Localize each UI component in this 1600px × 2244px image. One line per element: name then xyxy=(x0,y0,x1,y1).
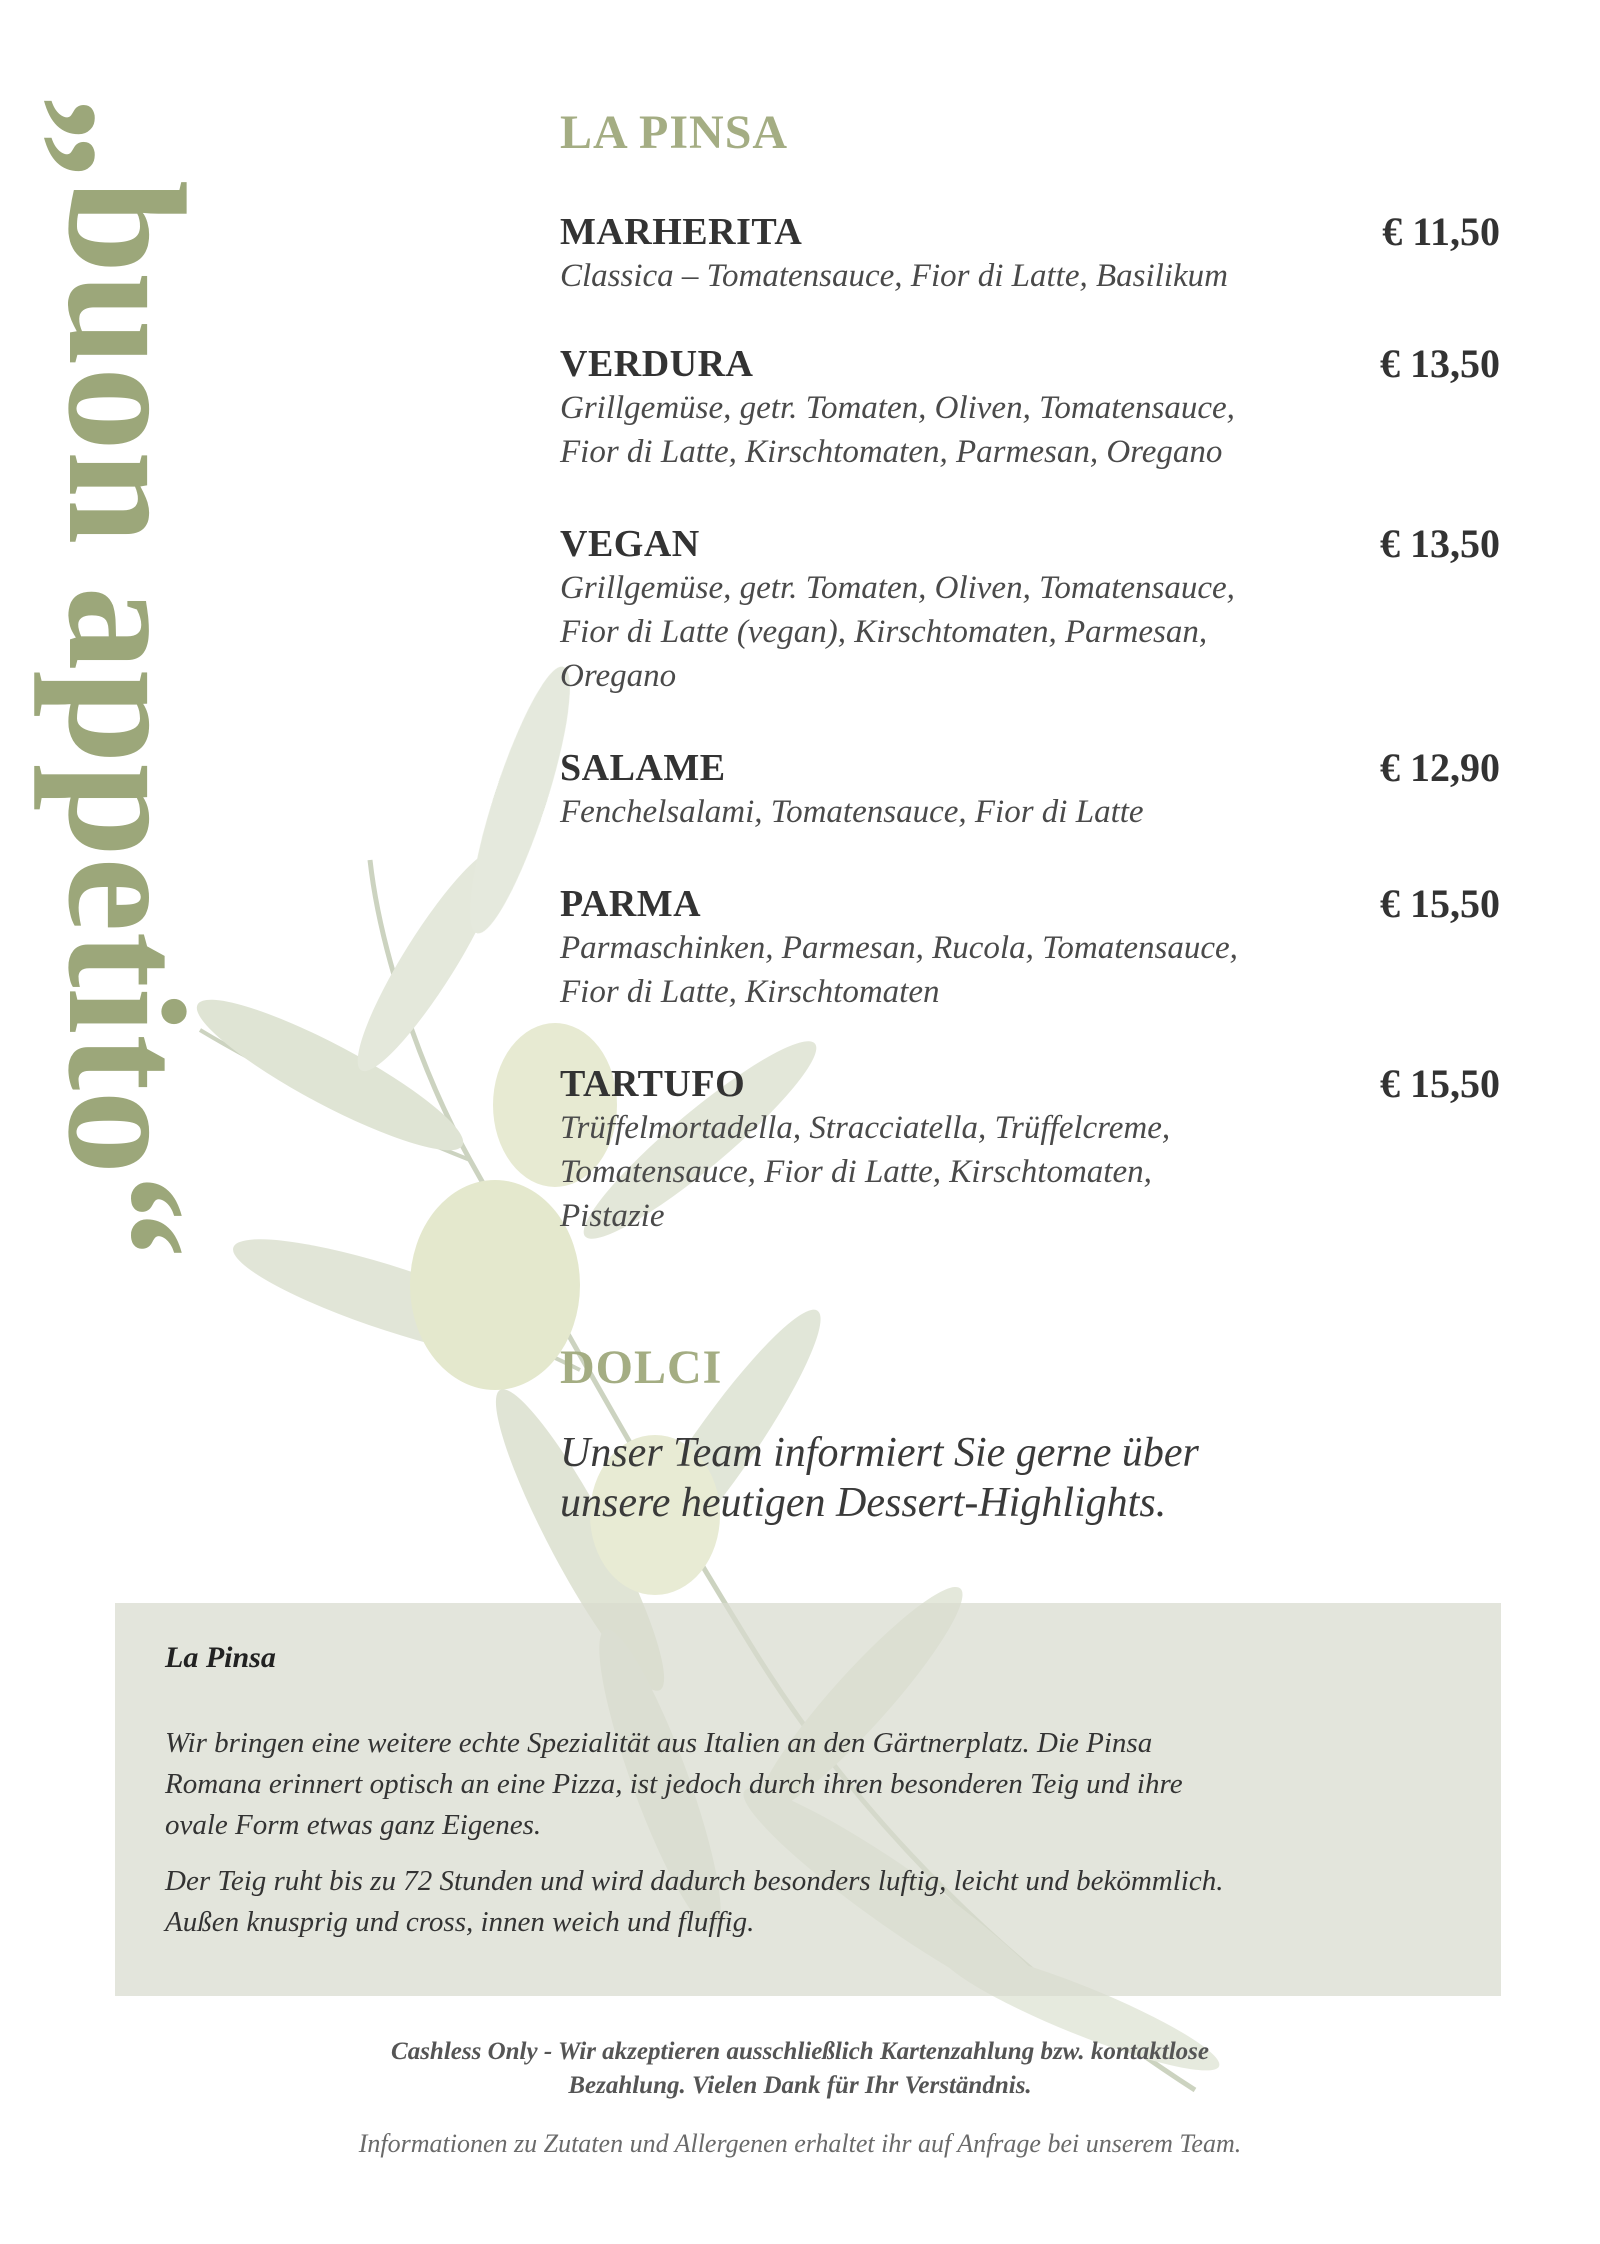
item-description: Parmaschinken, Parmesan, Rucola, Tomatensauce, Fior di Latte, Kirschtomaten xyxy=(560,930,1238,1010)
item-name: SALAME xyxy=(560,747,726,789)
item-name: VERDURA xyxy=(560,343,754,385)
item-price: € 13,50 xyxy=(1380,341,1500,386)
dolci-description: Unser Team informiert Sie gerne über unsere heutigen Dessert-Highlights. xyxy=(560,1430,1199,1526)
item-description: Classica – Tomatensauce, Fior di Latte, Basilikum xyxy=(560,258,1228,294)
item-name: PARMA xyxy=(560,883,702,925)
item-price: € 15,50 xyxy=(1380,1061,1500,1106)
item-name: TARTUFO xyxy=(560,1063,746,1105)
pinsa-menu xyxy=(560,210,1500,1238)
menu-item-vegan xyxy=(560,522,1500,698)
vertical-slogan: „buon appetito“ xyxy=(33,96,219,1259)
item-description: Grillgemüse, getr. Tomaten, Oliven, Tomatensauce, Fior di Latte, Kirschtomaten, Parmesan, Oregano xyxy=(560,390,1235,470)
menu-item-verdura xyxy=(560,342,1500,474)
pinsa-info-box xyxy=(115,1603,1501,1996)
item-price: € 13,50 xyxy=(1380,521,1500,566)
section-title-la-pinsa: LA PINSA xyxy=(560,106,789,159)
cashless-notice: Cashless Only - Wir akzeptieren ausschließlich Kartenzahlung bzw. kontaktlose Bezahlung. Vielen Dank für Ihr Verständnis. xyxy=(391,2038,1209,2099)
info-paragraph-1: Wir bringen eine weitere echte Spezialität aus Italien an den Gärtnerplatz. Die Pinsa Romana erinnert optisch an eine Pizza, ist jedoch durch ihren besonderen Teig und ihre ovale Form etwas ganz Eigenes. xyxy=(165,1727,1183,1841)
item-price: € 11,50 xyxy=(1382,209,1500,254)
item-price: € 15,50 xyxy=(1380,881,1500,926)
allergen-notice: Informationen zu Zutaten und Allergenen erhaltet ihr auf Anfrage bei unserem Team. xyxy=(358,2129,1242,2158)
info-title: La Pinsa xyxy=(165,1641,276,1674)
menu-item-marherita xyxy=(560,210,1500,298)
item-price: € 12,90 xyxy=(1380,745,1500,790)
menu-item-tartufo xyxy=(560,1062,1500,1238)
item-description: Grillgemüse, getr. Tomaten, Oliven, Tomatensauce, Fior di Latte (vegan), Kirschtomaten, Parmesan, Oregano xyxy=(560,570,1235,694)
section-title-dolci: DOLCI xyxy=(560,1341,723,1394)
menu-item-salame xyxy=(560,746,1500,834)
menu-item-parma xyxy=(560,882,1500,1014)
info-paragraph-2: Der Teig ruht bis zu 72 Stunden und wird dadurch besonders luftig, leicht und bekömmlich. Außen knusprig und cross, innen weich und fluffig. xyxy=(165,1865,1224,1938)
item-description: Fenchelsalami, Tomatensauce, Fior di Latte xyxy=(560,794,1144,830)
item-description: Trüffelmortadella, Stracciatella, Trüffelcreme, Tomatensauce, Fior di Latte, Kirschtomaten, Pistazie xyxy=(560,1110,1171,1234)
item-name: VEGAN xyxy=(560,523,700,565)
item-name: MARHERITA xyxy=(560,211,803,253)
